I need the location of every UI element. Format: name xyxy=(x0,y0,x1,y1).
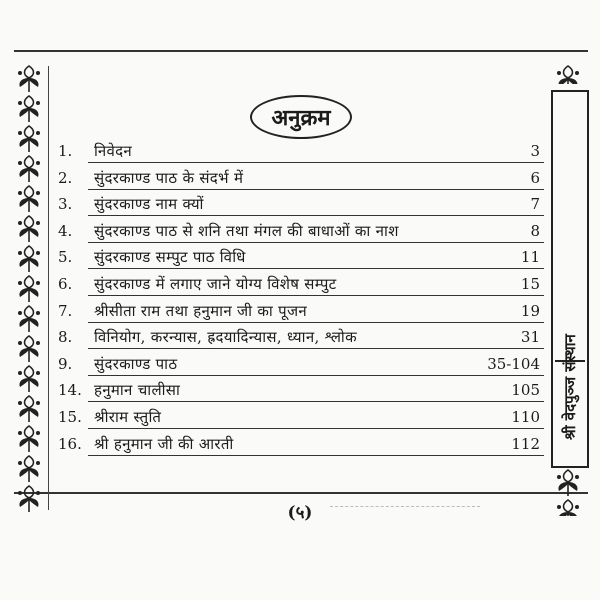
toc-item-title: सुंदरकाण्ड नाम क्यों xyxy=(94,195,204,214)
ornament-icon xyxy=(14,364,44,394)
toc-row-underline xyxy=(88,189,544,190)
toc-row-underline xyxy=(88,295,544,296)
side-tab xyxy=(551,90,589,468)
toc-item-page: 8 xyxy=(530,221,540,240)
toc-item-title: श्री हनुमान जी की आरती xyxy=(94,434,234,453)
page-number: (५) xyxy=(287,503,313,523)
toc-item-page: 105 xyxy=(511,381,540,400)
toc-row xyxy=(58,191,544,217)
toc-row xyxy=(58,431,544,457)
ornament-icon xyxy=(14,274,44,304)
toc-item-title: सुंदरकाण्ड पाठ से शनि तथा मंगल की बाधाओं का नाश xyxy=(94,221,399,240)
toc-item-page: 35-104 xyxy=(487,354,540,373)
toc-row xyxy=(58,244,544,270)
toc-row-underline xyxy=(88,268,544,269)
ornament-icon xyxy=(14,124,44,154)
ornament-icon xyxy=(14,64,44,94)
ornament-icon xyxy=(14,94,44,124)
right-ornamental-border-bottom xyxy=(551,468,585,516)
toc-item-page: 3 xyxy=(530,142,540,160)
toc-item-number: 7. xyxy=(58,301,73,320)
toc-item-number: 14. xyxy=(58,381,82,400)
ornament-icon xyxy=(14,184,44,214)
toc-row-underline xyxy=(88,322,544,323)
toc-item-title: श्रीसीता राम तथा हनुमान जी का पूजन xyxy=(94,301,308,320)
ornament-icon xyxy=(14,484,44,514)
toc-item-number: 15. xyxy=(58,408,82,426)
toc-item-page: 7 xyxy=(530,195,540,214)
left-border-line xyxy=(48,66,49,510)
toc-item-number: 4. xyxy=(58,221,73,240)
toc-item-number: 3. xyxy=(58,195,73,214)
toc-item-page: 11 xyxy=(520,248,540,267)
toc-row xyxy=(58,138,544,164)
toc-item-title: विनियोग, करन्यास, ह्रदयादिन्यास, ध्यान, श्लोक xyxy=(94,328,357,347)
toc-row xyxy=(58,271,544,297)
toc-item-number: 8. xyxy=(58,328,73,347)
toc-row xyxy=(58,298,544,324)
ornament-icon xyxy=(14,334,44,364)
toc-item-number: 5. xyxy=(58,248,73,267)
toc-item-page: 15 xyxy=(520,275,540,293)
contents-title: अनुक्रम xyxy=(250,95,352,139)
toc-row-underline xyxy=(88,428,544,429)
bottom-divider xyxy=(14,492,588,494)
ornament-icon xyxy=(553,64,583,84)
ornament-icon xyxy=(14,394,44,424)
toc-item-number: 6. xyxy=(58,275,73,293)
toc-item-number: 2. xyxy=(58,168,73,187)
toc-row-underline xyxy=(88,215,544,216)
toc-item-title: सुंदरकाण्ड में लगाए जाने योग्य विशेष सम्पुट xyxy=(94,275,337,293)
toc-item-title: सुंदरकाण्ड पाठ xyxy=(94,354,178,373)
toc-item-page: 6 xyxy=(530,168,540,187)
ornament-icon xyxy=(14,454,44,484)
ornament-icon xyxy=(553,468,583,498)
toc-item-number: 16. xyxy=(58,434,82,453)
toc-row-underline xyxy=(88,375,544,376)
side-tab-label: श्री वेदपुञ्ज संस्थान xyxy=(561,334,579,440)
left-ornamental-border xyxy=(12,64,46,514)
toc-item-page: 110 xyxy=(511,408,540,426)
toc-row-underline xyxy=(88,401,544,402)
toc-item-page: 19 xyxy=(520,301,540,320)
footer-dashes xyxy=(330,506,480,507)
toc-row xyxy=(58,218,544,244)
ornament-icon xyxy=(14,214,44,244)
toc-item-number: 9. xyxy=(58,354,73,373)
toc-item-page: 112 xyxy=(511,434,540,453)
ornament-icon xyxy=(553,498,583,516)
top-divider xyxy=(14,50,588,52)
toc-row xyxy=(58,165,544,191)
right-ornamental-border-top xyxy=(551,64,585,84)
toc-item-number: 1. xyxy=(58,142,73,160)
toc-item-title: हनुमान चालीसा xyxy=(94,381,181,400)
toc-item-title: निवेदन xyxy=(94,142,133,160)
toc-row-underline xyxy=(88,242,544,243)
toc-item-title: सुंदरकाण्ड पाठ के संदर्भ में xyxy=(94,168,244,187)
toc-item-title: सुंदरकाण्ड सम्पुट पाठ विधि xyxy=(94,248,246,267)
toc-row xyxy=(58,351,544,377)
toc-row xyxy=(58,324,544,350)
ornament-icon xyxy=(14,244,44,274)
toc-row-underline xyxy=(88,162,544,163)
toc-row-underline xyxy=(88,455,544,456)
toc-item-title: श्रीराम स्तुति xyxy=(94,408,162,426)
ornament-icon xyxy=(14,304,44,334)
toc-row xyxy=(58,404,544,430)
toc-item-page: 31 xyxy=(520,328,540,347)
toc-row-underline xyxy=(88,348,544,349)
ornament-icon xyxy=(14,154,44,184)
ornament-icon xyxy=(14,424,44,454)
toc-row xyxy=(58,377,544,403)
